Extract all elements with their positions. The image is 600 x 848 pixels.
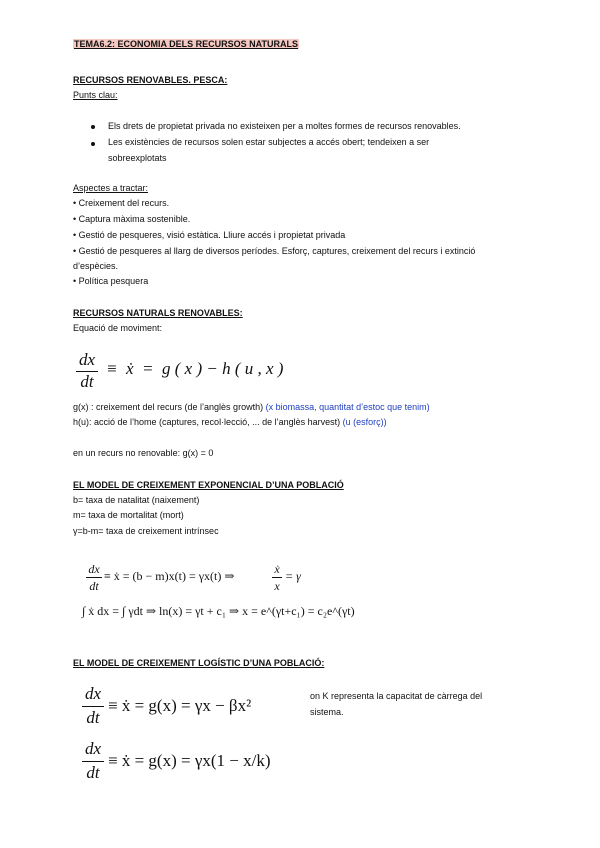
- exp-eq-num: dx: [88, 562, 100, 576]
- fraction-bar: [86, 577, 102, 578]
- page-title: TEMA6.2: ECONOMIA DELS RECURSOS NATURALS: [74, 39, 299, 49]
- section-heading-renewables: RECURSOS RENOVABLES. PESCA:: [73, 75, 228, 85]
- h-definition: h(u): acció de l’home (captures, recol·lecció, ... de l’anglès harvest) (u (esforç)): [73, 417, 387, 427]
- bullet-item-1: Els drets de propietat privada no existeixen per a moltes formes de recursos renovables.: [108, 121, 461, 131]
- g-definition: g(x) : creixement del recurs (de l’anglès growth) (x biomassa, quantitat d’estoc que tenim): [73, 402, 430, 412]
- log-eq1-den: dt: [86, 708, 100, 727]
- exp-eq-den: dt: [89, 579, 99, 593]
- eq-motion-denominator: dt: [80, 372, 94, 391]
- def-birth: b= taxa de natalitat (naixement): [73, 495, 200, 505]
- aspect-item: • Política pesquera: [73, 276, 149, 286]
- log-eq-1: ≡ ẋ = g(x) = γx − βx²: [108, 696, 252, 715]
- aspect-item: • Captura màxima sostenible.: [73, 214, 191, 224]
- log-eq2-num: dx: [84, 739, 102, 758]
- exp-eq-frac-num: ẋ: [274, 562, 280, 576]
- eq-motion-rhs: ≡ ẋ = g ( x ) − h ( u , x ): [106, 359, 284, 378]
- aspect-item-cont: d’espècies.: [73, 261, 119, 271]
- key-points-heading: Punts clau:: [73, 90, 118, 100]
- aspect-item: • Gestió de pesqueres, visió estàtica. Lliure accés i propietat privada: [73, 230, 346, 240]
- aspect-item: • Gestió de pesqueres al llarg de diversos períodes. Esforç, captures, creixement del recurs i extinció: [73, 246, 476, 256]
- bullet-dot: [91, 142, 95, 146]
- log-eq2-den: dt: [86, 763, 100, 782]
- log-eq-2: ≡ ẋ = g(x) = γx(1 − x/k): [108, 751, 271, 770]
- def-growth-rate: γ=b-m= taxa de creixement intrínsec: [73, 526, 219, 536]
- aspect-item: • Creixement del recurs.: [73, 198, 170, 208]
- fraction-bar: [82, 761, 104, 762]
- exp-eq-2: ∫ ẋ dx = ∫ γdt ⇒ ln(x) = γt + c₁ ⇒ x = e^(γt+c₁) = c₂e^(γt): [82, 604, 355, 618]
- aspects-heading: Aspectes a tractar:: [73, 183, 149, 193]
- exp-eq-1: ≡ ẋ = (b − m)x(t) = γx(t) ⇒: [104, 569, 235, 583]
- exp-eq-frac-den: x: [274, 579, 280, 593]
- exp-eq-gamma: = γ: [285, 569, 301, 583]
- section-heading-logistic: EL MODEL DE CREIXEMENT LOGÍSTIC D’UNA POBLACIÓ:: [73, 658, 325, 668]
- fraction-bar: [82, 706, 104, 707]
- equation-intro: Equació de moviment:: [73, 323, 163, 333]
- section-heading-exponential: EL MODEL DE CREIXEMENT EXPONENCIAL D’UNA POBLACIÓ: [73, 480, 344, 490]
- bullet-item-2-cont: sobreexplotats: [108, 153, 167, 163]
- eq-motion-numerator: dx: [78, 350, 96, 369]
- def-death: m= taxa de mortalitat (mort): [73, 510, 184, 520]
- logistic-note: on K representa la capacitat de càrrega del sistema.: [310, 691, 483, 717]
- log-eq1-num: dx: [84, 684, 102, 703]
- bullet-item-2: Les existències de recursos solen estar subjectes a accés obert; tendeixen a ser: [108, 137, 430, 147]
- bullet-dot: [91, 125, 95, 129]
- section-heading-natural-renewables: RECURSOS NATURALS RENOVABLES:: [73, 308, 243, 318]
- nonrenewable-note: en un recurs no renovable: g(x) = 0: [73, 448, 214, 458]
- fraction-bar: [272, 577, 282, 578]
